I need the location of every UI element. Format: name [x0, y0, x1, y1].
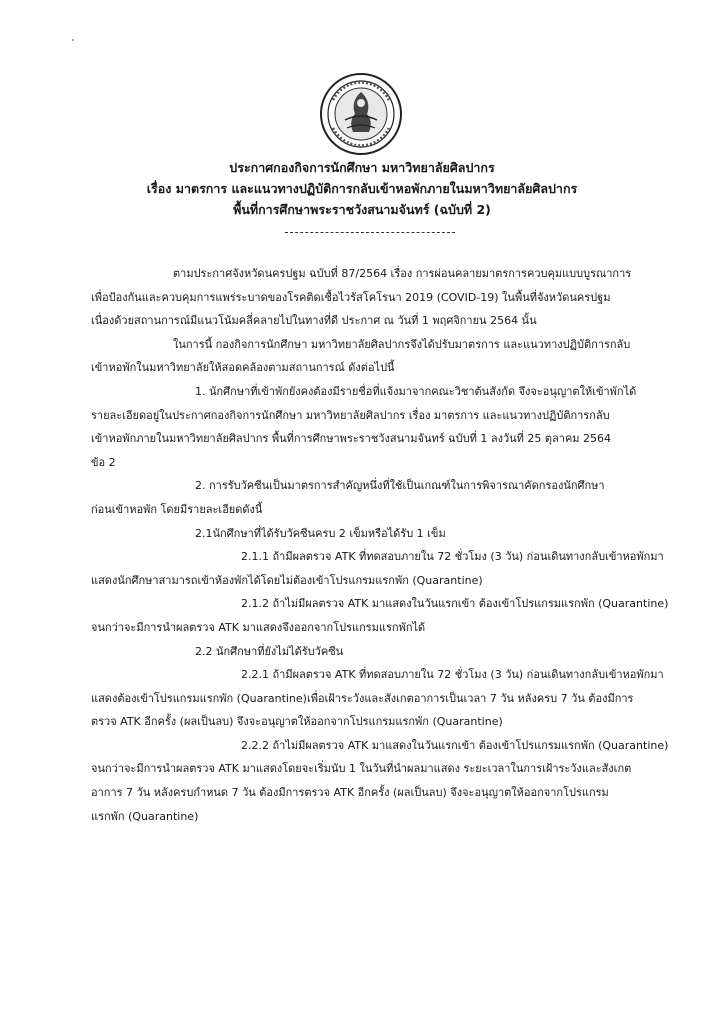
- body-line: แสดงนักศึกษาสามารถเข้าห้องพักได้โดยไม่ต้องเข้าโปรแกรมแรกพัก (Quarantine): [91, 573, 483, 587]
- title-line-2: เรื่อง มาตรการ และแนวทางปฏิบัติการกลับเข้าหอพักภายในมหาวิทยาลัยศิลปากร: [146, 181, 578, 196]
- body-line: เข้าหอพักในมหาวิทยาลัยให้สอดคล้องตามสถานการณ์ ดังต่อไปนี้: [91, 361, 395, 375]
- body-line: แสดงต้องเข้าโปรแกรมแรกพัก (Quarantine)เพื่อเฝ้าระวังและสังเกตอาการเป็นเวลา 7 วัน หลังครบ 7 วัน ต้องมีการ: [91, 691, 634, 705]
- announcement-title-block: [100, 157, 624, 220]
- body-line: เนื่องด้วยสถานการณ์มีแนวโน้มคลี่คลายไปในทางที่ดี ประกาศ ณ วันที่ 1 พฤศจิกายน 2564 นั้น: [91, 314, 537, 328]
- scan-speck: [72, 39, 74, 41]
- body-line: จนกว่าจะมีการนำผลตรวจ ATK มาแสดงจึงออกจากโปรแกรมแรกพักได้: [91, 620, 426, 634]
- body-line: ตรวจ ATK อีกครั้ง (ผลเป็นลบ) จึงจะอนุญาตให้ออกจากโปรแกรมแรกพัก (Quarantine): [91, 715, 503, 729]
- body-line: ข้อ 2: [91, 455, 116, 469]
- body-line: 2.2 นักศึกษาที่ยังไม่ได้รับวัคซีน: [195, 644, 344, 658]
- body-line: 2.1.1 ถ้ามีผลตรวจ ATK ที่ทดสอบภายใน 72 ชั่วโมง (3 วัน) ก่อนเดินทางกลับเข้าหอพักมา: [241, 550, 664, 564]
- announcement-body: [91, 262, 669, 828]
- body-line: เพื่อป้องกันและควบคุมการแพร่ระบาดของโรคติดเชื้อไวรัสโคโรนา 2019 (COVID-19) ในพื้นที่จังหวัดนครปฐม: [91, 290, 611, 304]
- body-line: 2. การรับวัคซีนเป็นมาตรการสำคัญหนึ่งที่ใช้เป็นเกณฑ์ในการพิจารณาคัดกรองนักศึกษา: [195, 479, 605, 493]
- body-line: 1. นักศึกษาที่เข้าพักยังคงต้องมีรายชื่อที่แจ้งมาจากคณะวิชาต้นสังกัด จึงจะอนุญาตให้เข้าพักได้: [195, 384, 637, 398]
- body-line: 2.1.2 ถ้าไม่มีผลตรวจ ATK มาแสดงในวันแรกเข้า ต้องเข้าโปรแกรมแรกพัก (Quarantine): [241, 597, 669, 611]
- body-line: ก่อนเข้าหอพัก โดยมีรายละเอียดดังนี้: [91, 502, 263, 516]
- body-line: เข้าหอพักภายในมหาวิทยาลัยศิลปากร พื้นที่การศึกษาพระราชวังสนามจันทร์ ฉบับที่ 1 ลงวันที่ 25 ตุลาคม 2564: [91, 432, 612, 446]
- body-line: แรกพัก (Quarantine): [91, 809, 199, 823]
- body-line: ในการนี้ กองกิจการนักศึกษา มหาวิทยาลัยศิลปากรจึงได้ปรับมาตรการ และแนวทางปฏิบัติการกลับ: [173, 337, 631, 351]
- body-line: 2.2.1 ถ้ามีผลตรวจ ATK ที่ทดสอบภายใน 72 ชั่วโมง (3 วัน) ก่อนเดินทางกลับเข้าหอพักมา: [241, 668, 664, 682]
- body-line: รายละเอียดอยู่ในประกาศกองกิจการนักศึกษา มหาวิทยาลัยศิลปากร เรื่อง มาตรการ และแนวทางปฏิบัติการกลับ: [91, 408, 610, 422]
- body-line: อาการ 7 วัน หลังครบกำหนด 7 วัน ต้องมีการตรวจ ATK อีกครั้ง (ผลเป็นลบ) จึงจะอนุญาตให้ออกจากโปรแกรม: [91, 786, 609, 800]
- title-line-3: พื้นที่การศึกษาพระราชวังสนามจันทร์ (ฉบับที่ 2): [233, 202, 491, 217]
- body-line: ตามประกาศจังหวัดนครปฐม ฉบับที่ 87/2564 เรื่อง การผ่อนคลายมาตรการควบคุมแบบบูรณาการ: [173, 267, 632, 280]
- silpakorn-university-seal-icon: [319, 72, 403, 156]
- body-line: 2.2.2 ถ้าไม่มีผลตรวจ ATK มาแสดงในวันแรกเข้า ต้องเข้าโปรแกรมแรกพัก (Quarantine): [241, 738, 669, 752]
- body-line: 2.1นักศึกษาที่ได้รับวัคซีนครบ 2 เข็มหรือได้รับ 1 เข็ม: [195, 526, 446, 540]
- title-divider: [285, 232, 455, 233]
- title-line-1: ประกาศกองกิจการนักศึกษา มหาวิทยาลัยศิลปากร: [229, 160, 495, 175]
- body-line: จนกว่าจะมีการนำผลตรวจ ATK มาแสดงโดยจะเริ่มนับ 1 ในวันที่นำผลมาแสดง ระยะเวลาในการเฝ้าระวังและสังเกต: [91, 762, 632, 776]
